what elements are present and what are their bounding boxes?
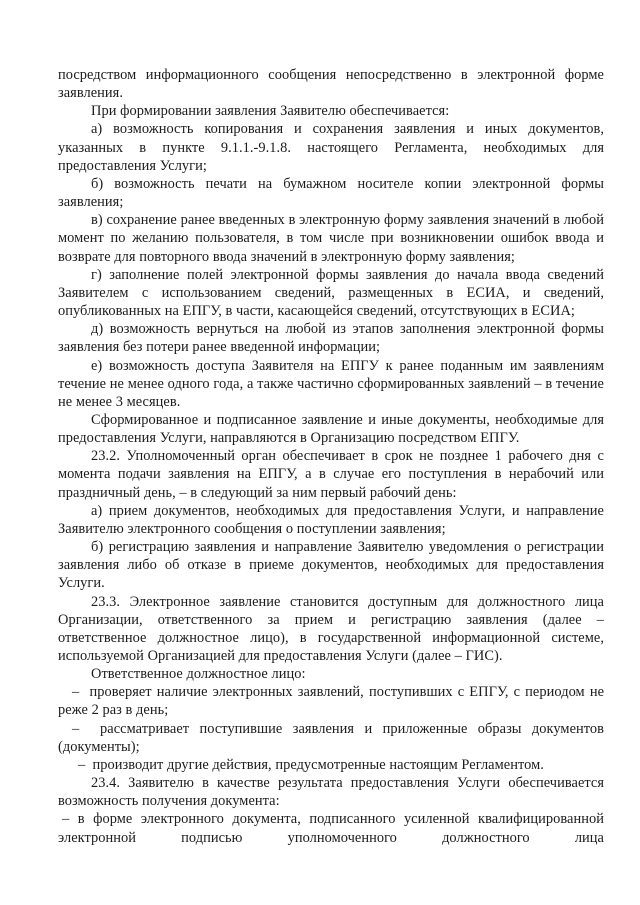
list-item-e: е) возможность доступа Заявителя на ЕПГУ к ранее поданным им заявлениям течение не менее одного года, а также частично сформированных заявлений – в течение не менее 3 месяцев. (58, 357, 604, 410)
dash-item-other (58, 756, 604, 774)
dash-item-electronic-document (58, 810, 604, 846)
dash-item-check (58, 683, 604, 719)
section-23-2: 23.2. Уполномоченный орган обеспечивает в срок не позднее 1 рабочего дня с момента подачи заявления на ЕПГУ, а в случае его поступления в нерабочий или праздничный день, – в следующий за ним первый рабочий день: (58, 448, 604, 501)
paragraph-continuation: посредством информационного сообщения непосредственно в электронной форме заявления. (58, 67, 604, 102)
responsible-officer-heading: Ответственное должностное лицо: (91, 666, 306, 683)
dash-item-text: производит другие действия, предусмотренные настоящим Регламентом. (92, 756, 544, 773)
dash-item-text: в форме электронного документа, подписанного усиленной квалифицированной электронной подписью уполномоченного должностного лица (58, 811, 604, 846)
section-23-2-item-a: а) прием документов, необходимых для предоставления Услуги, и направление Заявителю электронного сообщения о поступлении заявления; (58, 502, 604, 537)
section-23-4: 23.4. Заявителю в качестве результата предоставления Услуги обеспечивается возможность получения документа: (58, 775, 604, 810)
section-23-3: 23.3. Электронное заявление становится доступным для должностного лица Организации, ответственного за прием и регистрацию заявления (далее – ответственное должностное лицо), в государственной информационной системе, используемой Организацией для предоставления Услуги (далее – ГИС). (58, 593, 604, 664)
dash-mark: – (62, 811, 70, 828)
list-item-d: д) возможность вернуться на любой из этапов заполнения электронной формы заявления без потери ранее введенной информации; (58, 321, 604, 356)
list-item-b: б) возможность печати на бумажном носителе копии электронной формы заявления; (58, 175, 604, 211)
dash-item-review (58, 720, 604, 756)
dash-item-text: проверяет наличие электронных заявлений, поступивших с ЕПГУ, с периодом не реже 2 раз в день; (58, 684, 605, 719)
list-item-g: г) заполнение полей электронной формы заявления до начала ввода сведений Заявителем с использованием сведений, размещенных в ЕСИА, и сведений, опубликованных на ЕПГУ, в части, касающейся сведений, отсутствующих в ЕСИА; (58, 266, 604, 320)
dash-item-text: рассматривает поступившие заявления и приложенные образы документов (документы); (58, 720, 605, 755)
paragraph-intro: При формировании заявления Заявителю обеспечивается: (91, 103, 450, 120)
list-item-v: в) сохранение ранее введенных в электронную форму заявления значений в любой момент по желанию пользователя, в том числе при возникновении ошибок ввода и возврате для повторного ввода значений в электронную форму заявления; (58, 212, 604, 265)
paragraph-submission: Сформированное и подписанное заявление и иные документы, необходимые для предоставления Услуги, направляются в Организацию посредством ЕПГУ. (58, 411, 604, 447)
dash-mark: – (78, 756, 86, 773)
section-23-2-item-b: б) регистрацию заявления и направление Заявителю уведомления о регистрации заявления либо об отказе в приеме документов, необходимых для предоставления Услуги. (58, 539, 604, 592)
dash-mark: – (72, 720, 80, 737)
document-body (58, 66, 604, 847)
dash-mark: – (72, 684, 80, 701)
list-item-a: а) возможность копирования и сохранения заявления и иных документов, указанных в пункте 9.1.1.-9.1.8. настоящего Регламента, необходимых для предоставления Услуги; (58, 121, 604, 174)
